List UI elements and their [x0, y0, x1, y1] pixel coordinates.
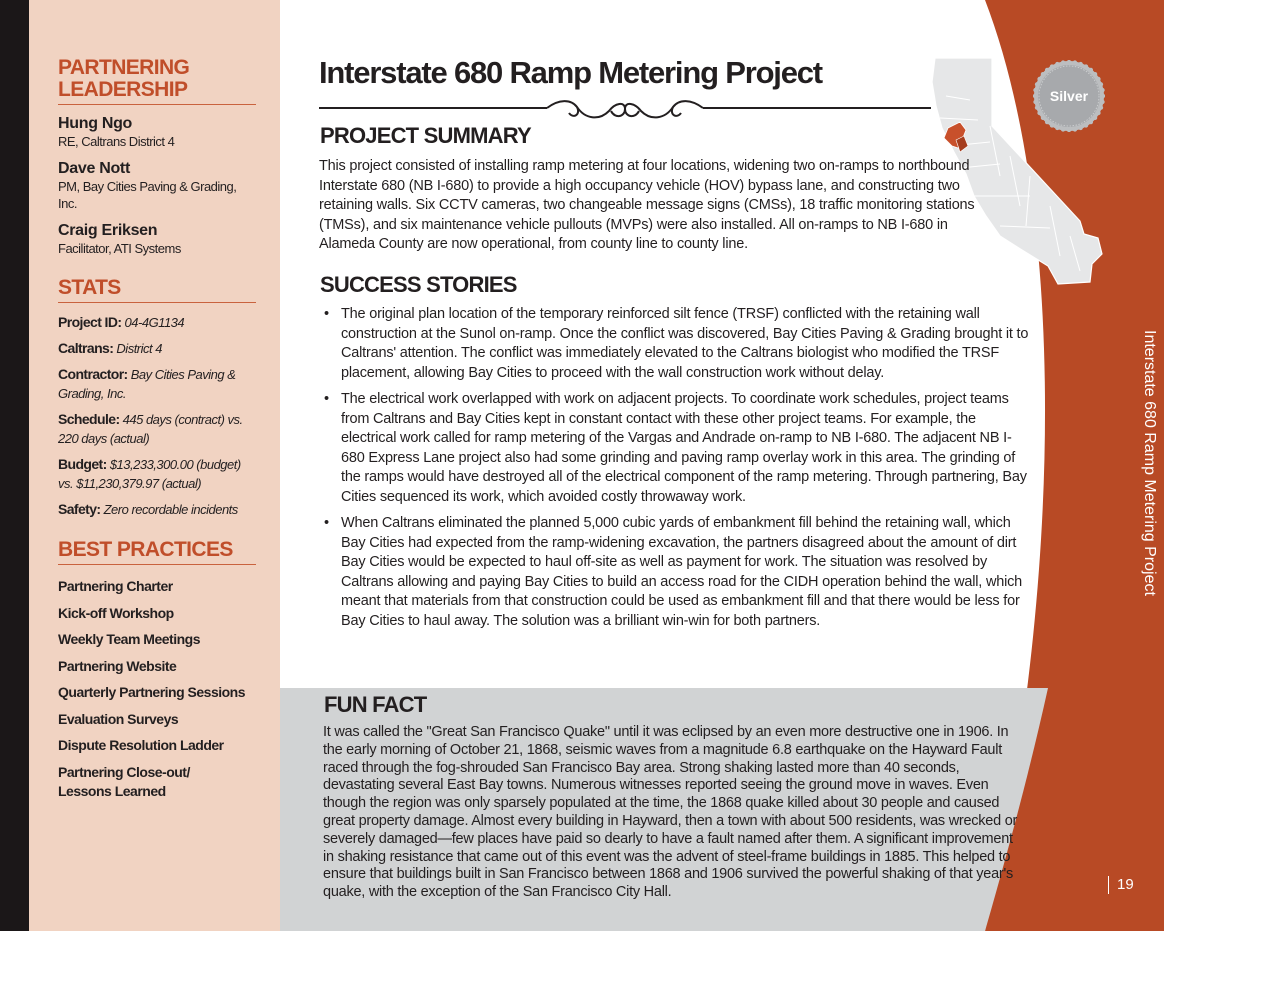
seal-tooth: [1099, 82, 1103, 86]
seal-tooth: [1096, 77, 1100, 81]
best-practices-heading: BEST PRACTICES: [58, 539, 256, 565]
stat-schedule: [58, 410, 256, 448]
stat-value: District 4: [116, 341, 162, 356]
seal-tooth: [1045, 68, 1049, 72]
seal-tooth: [1084, 64, 1088, 68]
ornament-divider-icon: [319, 95, 931, 125]
seal-tooth: [1089, 120, 1093, 124]
seal-tooth: [1061, 127, 1065, 131]
seal-tooth: [1033, 100, 1037, 104]
seal-tooth: [1073, 127, 1077, 131]
leader-name: Craig Eriksen: [58, 222, 158, 239]
stat-project-id: [58, 313, 256, 332]
seal-tooth: [1033, 94, 1037, 98]
seal-tooth: [1093, 116, 1097, 120]
seal-tooth: [1078, 62, 1082, 66]
summary-heading: PROJECT SUMMARY: [320, 123, 531, 148]
stats-heading: STATS: [58, 277, 256, 303]
seal-tooth: [1045, 120, 1049, 124]
stat-label: Safety:: [58, 501, 101, 517]
summary-text: This project consisted of installing ramp metering at four locations, widening two on-ramps to northbound Interstate 680 (NB I-680) to provide a high occupancy vehicle (HOV) bypass lane, and constructing two retaining walls. Six CCTV cameras, two changeable message signs (CMSs), 18 traffic monitoring stations (TMSs), and six maintenance vehicle pullouts (MVPs) were also installed. All on-ramps to NB I-680 in Alameda County are now operational, from county line to county line.: [319, 158, 975, 252]
leader-name: Hung Ngo: [58, 115, 133, 132]
sidebar-content: [58, 57, 256, 808]
best-practice-item: Dispute Resolution Ladder: [58, 737, 224, 753]
seal-tooth: [1037, 111, 1041, 115]
seal-tooth: [1078, 126, 1082, 130]
best-practice-item: Partnering Website: [58, 657, 177, 674]
seal-tooth: [1067, 128, 1071, 132]
best-practice-item: Quarterly Partnering Sessions: [58, 684, 246, 700]
sidebar: [29, 0, 280, 931]
silver-seal-icon: [1033, 60, 1105, 132]
seal-tooth: [1101, 94, 1105, 98]
best-practice-item: Kick-off Workshop: [58, 604, 174, 621]
seal-tooth: [1035, 82, 1039, 86]
best-practice-item: Partnering Charter: [58, 578, 173, 594]
stat-label: Budget:: [58, 456, 107, 472]
leadership-heading: [58, 57, 256, 105]
vertical-title-text: Interstate 680 Ramp Metering Project: [1141, 330, 1158, 596]
seal-tooth: [1084, 123, 1088, 127]
seal-tooth: [1099, 105, 1103, 109]
stat-label: Schedule:: [58, 411, 120, 427]
list-item: • The electrical work overlapped with work on adjacent projects. To coordinate work schedules, project teams from Caltrans and Bay Cities kept in constant contact with these other project teams. For example, the electrical work called for ramp metering of the Vargas and Andrade on-ramp to NB I-680. The adjacent NB I-680 Express Lane project also had some grinding and paving ramp overlay work in this area. The grinding of the ramps would have destroyed all of the electrical component of the ramp metering. Through partnering, Bay Cities sequenced its work, which avoided costly throwaway work.: [322, 390, 1032, 507]
seal-tooth: [1055, 126, 1059, 130]
best-practice-item: Weekly Team Meetings: [58, 631, 200, 647]
seal-tooth: [1041, 72, 1045, 76]
stat-safety: [58, 500, 256, 519]
seal-tooth: [1035, 105, 1039, 109]
seal-tooth: [1055, 62, 1059, 66]
stories-heading: SUCCESS STORIES: [320, 272, 517, 297]
seal-tooth: [1061, 60, 1065, 64]
seal-tooth: [1100, 100, 1104, 104]
stat-label: Contractor:: [58, 366, 128, 382]
stat-value: 445 days (contract) vs. 220 days (actual): [58, 412, 243, 446]
seal-tooth: [1033, 88, 1037, 92]
stories-list: [322, 305, 1032, 638]
seal-tooth: [1050, 123, 1054, 127]
list-item: • The original plan location of the temporary reinforced silt fence (TRSF) conflicted with the retaining wall construction at the Sunol on-ramp. Once the conflict was discovered, Bay Cities Paving & Grading brought it to Caltrans' attention. The conflict was immediately elevated to the Caltrans biologist who modified the TRSF placement, allowing Bay Cities to proceed with the wall construction work without delay.: [322, 305, 1032, 383]
stat-value: Bay Cities Paving & Grading, Inc.: [58, 367, 236, 401]
stat-value: Zero recordable incidents: [103, 502, 238, 517]
seal-tooth: [1050, 64, 1054, 68]
best-practice-item: Partnering Close-out/ Lessons Learned: [58, 763, 190, 799]
seal-tooth: [1073, 60, 1077, 64]
leader-name: Dave Nott: [58, 160, 130, 177]
stat-label: Project ID:: [58, 314, 122, 330]
best-practice-item: Evaluation Surveys: [58, 710, 179, 727]
seal-tooth: [1067, 60, 1071, 64]
list-item: • When Caltrans eliminated the planned 5,000 cubic yards of embankment fill behind the retaining wall, which Bay Cities had expected from the ramp-widening excavation, the partners disagreed about the amount of dirt Bay Cities would be expected to haul off-site as well as payment for work. The situation was resolved by Caltrans allowing and paying Bay Cities to build an access road for the CIDH operation behind the wall, which meant that materials from that construction could be used as embankment fill and that there would be less for Bay Cities to haul away. The solution was a brilliant win-win for both partners.: [322, 514, 1032, 631]
seal-tooth: [1100, 88, 1104, 92]
leader-2: [58, 159, 256, 212]
seal-tooth: [1041, 116, 1045, 120]
stat-budget: [58, 455, 256, 493]
page-number: 19: [1108, 876, 1134, 894]
leader-role: Facilitator, ATI Systems: [58, 241, 181, 256]
leader-role: PM, Bay Cities Paving & Grading, Inc.: [58, 179, 237, 211]
stat-value: $13,233,300.00 (budget) vs. $11,230,379.97 (actual): [58, 457, 241, 491]
stat-contractor: [58, 365, 256, 403]
stat-value: 04-4G1134: [124, 315, 185, 330]
page-title: Interstate 680 Ramp Metering Project: [319, 55, 822, 90]
stat-caltrans: [58, 339, 256, 358]
leader-3: [58, 221, 256, 257]
leadership-heading-line1: PARTNERING: [58, 56, 190, 79]
leadership-heading-line2: LEADERSHIP: [58, 78, 188, 101]
left-binding-strip: [0, 0, 29, 931]
seal-tooth: [1037, 77, 1041, 81]
leader-role: RE, Caltrans District 4: [58, 134, 175, 149]
seal-tooth: [1093, 72, 1097, 76]
seal-tooth: [1096, 111, 1100, 115]
vertical-title: [1140, 330, 1160, 610]
stat-label: Caltrans:: [58, 340, 114, 356]
fun-fact-heading: FUN FACT: [324, 692, 427, 717]
leader-1: [58, 114, 256, 150]
seal-tooth: [1089, 68, 1093, 72]
badge-label: Silver: [1049, 88, 1089, 104]
fun-fact-text: It was called the "Great San Francisco Quake" until it was eclipsed by an even more destructive one in 1906. In the early morning of October 21, 1868, seismic waves from a magnitude 6.8 earthquake on the Hayward Fault raced through the fog-shrouded San Francisco Bay area. Strong shaking lasted more than 40 seconds, devastating several East Bay towns. Numerous witnesses reported seeing the ground move in waves. Even though the region was only sparsely populated at the time, the 1868 quake killed about 30 people and caused great property damage. Almost every building in Hayward, then a town with about 500 residents, was wrecked or severely damaged—few places have paid so dearly to have a fault named after them. A significant improvement in shaking resistance that came out of this event was the advent of steel-frame buildings in 1885. This helped to ensure that buildings built in San Francisco between 1868 and 1906 survived the powerful shaking of that year's quake, with the exception of the San Francisco City Hall.: [323, 724, 1018, 901]
